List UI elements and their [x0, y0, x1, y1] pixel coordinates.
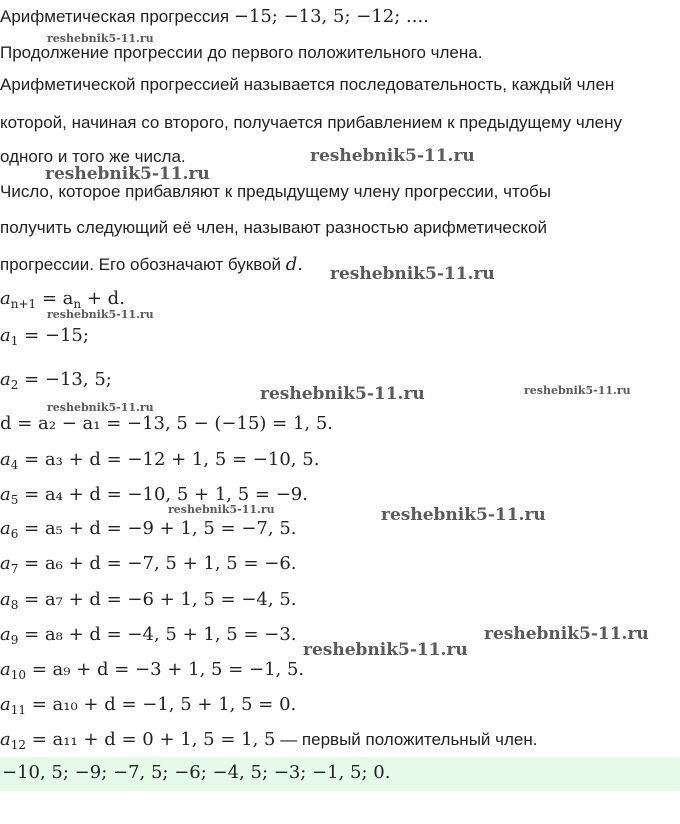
- watermark: reshebnik5-11.ru: [484, 624, 649, 644]
- definition-line-2: которой, начиная со второго, получается прибавлением к предыдущему члену: [0, 113, 623, 132]
- definition-line-1: Арифметической прогрессией называется последовательность, каждый член: [0, 75, 615, 94]
- answer-box: [0, 757, 680, 791]
- title-line: [0, 6, 429, 28]
- watermark: reshebnik5-11.ru: [381, 505, 546, 525]
- watermark: reshebnik5-11.ru: [303, 640, 468, 660]
- term-a6: $a_6 = a_5 + d = -9 + 1$, 5 = −7, 5.: [0, 518, 297, 541]
- watermark: reshebnik5-11.ru: [260, 384, 425, 404]
- recurrence-formula: $a_{n+1} = a_n + d$.: [0, 288, 125, 311]
- term-a12: $a_{12} = a_{11} + d = 0 + 1$, 5 = 1, 5 — первый положительный член.: [0, 729, 538, 752]
- answer-text: −10, 5; −9; −7, 5; −6; −4, 5; −3; −1, 5; 0.: [2, 762, 391, 783]
- given-a2: $a_2 = -13$, 5;: [0, 369, 112, 392]
- term-a8: $a_8 = a_7 + d = -6 + 1$, 5 = −4, 5.: [0, 589, 297, 612]
- term-a4: $a_4 = a_3 + d = -12 + 1$, 5 = −10, 5.: [0, 449, 320, 472]
- definition-line-3: одного и того же числа.: [0, 147, 186, 166]
- task-line: Продолжение прогрессии до первого положительного члена.: [0, 43, 483, 62]
- watermark: reshebnik5-11.ru: [45, 164, 210, 184]
- difference-line-2: получить следующий её член, называют разностью арифметической: [0, 218, 547, 237]
- difference-calculation: d = a₂ − a₁ = −13, 5 − (−15) = 1, 5.: [0, 413, 334, 434]
- difference-line-3: [0, 254, 303, 276]
- watermark: reshebnik5-11.ru: [330, 264, 495, 284]
- term-a5: $a_5 = a_4 + d = -10$, 5 + 1, 5 = −9.: [0, 484, 308, 507]
- watermark: reshebnik5-11.ru: [524, 384, 631, 397]
- term-a7: $a_7 = a_6 + d = -7$, 5 + 1, 5 = −6.: [0, 553, 297, 576]
- watermark: reshebnik5-11.ru: [47, 308, 154, 321]
- watermark: reshebnik5-11.ru: [310, 146, 475, 166]
- last-note: — первый положительный член.: [275, 730, 538, 749]
- difference-letter: d.: [285, 254, 303, 275]
- term-a11: $a_{11} = a_{10} + d = -1$, 5 + 1, 5 = 0.: [0, 694, 297, 717]
- difference-line-1: Число, которое прибавляют к предыдущему члену прогрессии, чтобы: [0, 182, 551, 201]
- given-a1: $a_1 = -15$;: [0, 325, 89, 348]
- watermark: reshebnik5-11.ru: [168, 503, 275, 516]
- watermark: reshebnik5-11.ru: [47, 401, 154, 414]
- term-a10: $a_{10} = a_9 + d = -3 + 1$, 5 = −1, 5.: [0, 659, 305, 682]
- title-text: Арифметическая прогрессия: [0, 7, 234, 26]
- difference-text: прогрессии. Его обозначают буквой: [0, 255, 286, 274]
- title-math: −15; −13, 5; −12; ....: [233, 6, 429, 27]
- term-a9: $a_9 = a_8 + d = -4$, 5 + 1, 5 = −3.: [0, 624, 297, 647]
- watermark: reshebnik5-11.ru: [47, 32, 154, 45]
